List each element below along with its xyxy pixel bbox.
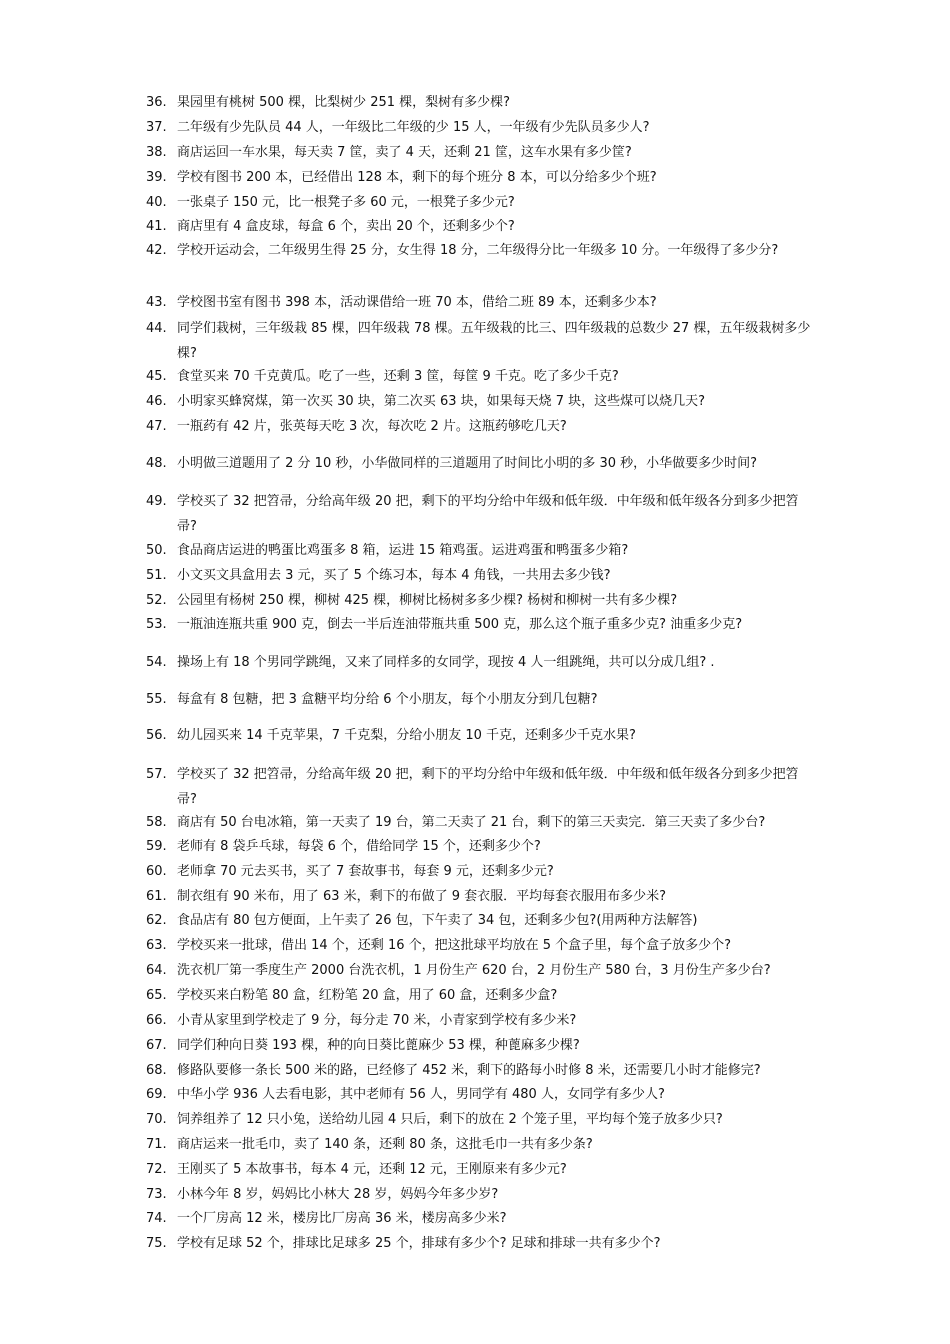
question-number: 60. bbox=[146, 864, 167, 879]
question-number: 46. bbox=[146, 394, 167, 409]
question-number: 69. bbox=[146, 1087, 167, 1102]
question-number: 45. bbox=[146, 369, 167, 384]
question-text: 学校图书室有图书 398 本，活动课借给一班 70 本，借给二班 89 本，还剩多少本? bbox=[177, 295, 657, 310]
question-text: 食品商店运进的鸭蛋比鸡蛋多 8 箱，运进 15 箱鸡蛋。运进鸡蛋和鸭蛋多少箱? bbox=[177, 543, 629, 558]
question-number: 54. bbox=[146, 655, 167, 670]
question-item bbox=[146, 908, 816, 933]
question-item bbox=[146, 316, 816, 366]
question-item bbox=[146, 538, 816, 563]
question-number: 48. bbox=[146, 456, 167, 471]
question-text: 一瓶药有 42 片，张英每天吃 3 次，每次吃 2 片。这瓶药够吃几天? bbox=[177, 419, 567, 434]
question-text: 同学们种向日葵 193 棵，种的向日葵比蓖麻少 53 棵，种蓖麻多少棵? bbox=[177, 1038, 580, 1053]
question-number: 47. bbox=[146, 419, 167, 434]
question-item bbox=[146, 389, 816, 414]
question-number: 55. bbox=[146, 692, 167, 707]
question-number: 65. bbox=[146, 988, 167, 1003]
question-item bbox=[146, 140, 816, 165]
question-item bbox=[146, 1157, 816, 1182]
question-number: 42. bbox=[146, 243, 167, 258]
question-text: 每盒有 8 包糖，把 3 盒糖平均分给 6 个小朋友，每个小朋友分到几包糖? bbox=[177, 692, 598, 707]
question-text: 洗衣机厂第一季度生产 2000 台洗衣机，1 月份生产 620 台，2 月份生产 580 台，3 月份生产多少台? bbox=[177, 963, 771, 978]
question-text: 饲养组养了 12 只小兔，送给幼儿园 4 只后，剩下的放在 2 个笼子里，平均每个笼子放多少只? bbox=[177, 1112, 723, 1127]
question-item bbox=[146, 983, 816, 1008]
question-text: 小青从家里到学校走了 9 分，每分走 70 米，小青家到学校有多少米? bbox=[177, 1013, 577, 1028]
question-number: 39. bbox=[146, 170, 167, 185]
question-item bbox=[146, 414, 816, 439]
question-number: 75. bbox=[146, 1236, 167, 1251]
question-number: 64. bbox=[146, 963, 167, 978]
question-number: 62. bbox=[146, 913, 167, 928]
question-text: 二年级有少先队员 44 人，一年级比二年级的少 15 人，一年级有少先队员多少人? bbox=[177, 120, 650, 135]
question-item bbox=[146, 1107, 816, 1132]
question-text: 学校买来一批球，借出 14 个，还剩 16 个，把这批球平均放在 5 个盒子里，每个盒子放多少个? bbox=[177, 938, 732, 953]
question-item bbox=[146, 958, 816, 983]
question-item bbox=[146, 1058, 816, 1083]
question-text: 商店里有 4 盒皮球，每盒 6 个，卖出 20 个，还剩多少个? bbox=[177, 219, 515, 234]
question-item bbox=[146, 238, 816, 263]
question-text: 学校买了 32 把笤帚，分给高年级 20 把，剩下的平均分给中年级和低年级．中年级和低年级各分到多少把笤帚? bbox=[177, 767, 799, 807]
question-text: 学校买来白粉笔 80 盒，红粉笔 20 盒，用了 60 盒，还剩多少盒? bbox=[177, 988, 558, 1003]
question-number: 41. bbox=[146, 219, 167, 234]
question-item bbox=[146, 650, 816, 675]
question-item bbox=[146, 687, 816, 712]
question-number: 40. bbox=[146, 195, 167, 210]
question-number: 57. bbox=[146, 767, 167, 782]
question-item bbox=[146, 563, 816, 588]
question-number: 67. bbox=[146, 1038, 167, 1053]
question-text: 学校开运动会，二年级男生得 25 分，女生得 18 分，二年级得分比一年级多 10 分。一年级得了多少分? bbox=[177, 243, 779, 258]
question-text: 小明做三道题用了 2 分 10 秒，小华做同样的三道题用了时间比小明的多 30 秒，小华做要多少时间? bbox=[177, 456, 758, 471]
question-item bbox=[146, 1033, 816, 1058]
question-item bbox=[146, 451, 816, 476]
question-number: 36. bbox=[146, 95, 167, 110]
question-number: 52. bbox=[146, 593, 167, 608]
question-number: 68. bbox=[146, 1063, 167, 1078]
question-number: 59. bbox=[146, 839, 167, 854]
question-number: 70. bbox=[146, 1112, 167, 1127]
question-number: 72. bbox=[146, 1162, 167, 1177]
question-number: 51. bbox=[146, 568, 167, 583]
question-text: 操场上有 18 个男同学跳绳，又来了同样多的女同学，现按 4 人一组跳绳，共可以分成几组? . bbox=[177, 655, 715, 670]
question-item bbox=[146, 1182, 816, 1207]
question-text: 一个厂房高 12 米，楼房比厂房高 36 米，楼房高多少米? bbox=[177, 1211, 507, 1226]
question-text: 小明家买蜂窝煤，第一次买 30 块，第二次买 63 块，如果每天烧 7 块，这些煤可以烧几天? bbox=[177, 394, 706, 409]
question-item bbox=[146, 723, 816, 748]
question-number: 37. bbox=[146, 120, 167, 135]
question-number: 43. bbox=[146, 295, 167, 310]
question-item bbox=[146, 1082, 816, 1107]
question-text: 制衣组有 90 米布，用了 63 米，剩下的布做了 9 套衣服．平均每套衣服用布多少米? bbox=[177, 889, 667, 904]
question-text: 学校有图书 200 本，已经借出 128 本，剩下的每个班分 8 本，可以分给多少个班? bbox=[177, 170, 657, 185]
question-item bbox=[146, 859, 816, 884]
question-item bbox=[146, 884, 816, 909]
question-text: 商店有 50 台电冰箱，第一天卖了 19 台，第二天卖了 21 台，剩下的第三天卖完．第三天卖了多少台? bbox=[177, 815, 766, 830]
question-text: 一张桌子 150 元，比一根凳子多 60 元，一根凳子多少元? bbox=[177, 195, 515, 210]
question-item bbox=[146, 834, 816, 859]
question-item bbox=[146, 612, 816, 637]
question-item bbox=[146, 190, 816, 215]
question-number: 73. bbox=[146, 1187, 167, 1202]
question-number: 66. bbox=[146, 1013, 167, 1028]
question-text: 小林今年 8 岁，妈妈比小林大 28 岁，妈妈今年多少岁? bbox=[177, 1187, 499, 1202]
question-number: 38. bbox=[146, 145, 167, 160]
question-item bbox=[146, 489, 816, 539]
question-text: 一瓶油连瓶共重 900 克，倒去一半后连油带瓶共重 500 克，那么这个瓶子重多少克? 油重多少克? bbox=[177, 617, 743, 632]
question-number: 63. bbox=[146, 938, 167, 953]
question-text: 中华小学 936 人去看电影，其中老师有 56 人，男同学有 480 人，女同学有多少人? bbox=[177, 1087, 665, 1102]
question-number: 50. bbox=[146, 543, 167, 558]
question-item bbox=[146, 1231, 816, 1256]
question-item bbox=[146, 588, 816, 613]
question-text: 食堂买来 70 千克黄瓜。吃了一些，还剩 3 筐，每筐 9 千克。吃了多少千克? bbox=[177, 369, 619, 384]
question-item bbox=[146, 364, 816, 389]
question-number: 56. bbox=[146, 728, 167, 743]
question-text: 食品店有 80 包方便面，上午卖了 26 包，下午卖了 34 包，还剩多少包?(用两种方法解答) bbox=[177, 913, 698, 928]
question-text: 公园里有杨树 250 棵，柳树 425 棵，柳树比杨树多多少棵? 杨树和柳树一共有多少棵? bbox=[177, 593, 678, 608]
question-number: 61. bbox=[146, 889, 167, 904]
question-text: 小文买文具盒用去 3 元，买了 5 个练习本，每本 4 角钱，一共用去多少钱? bbox=[177, 568, 611, 583]
question-text: 果园里有桃树 500 棵，比梨树少 251 棵，梨树有多少棵? bbox=[177, 95, 511, 110]
question-item bbox=[146, 1132, 816, 1157]
question-text: 老师拿 70 元去买书，买了 7 套故事书，每套 9 元，还剩多少元? bbox=[177, 864, 554, 879]
question-text: 幼儿园买来 14 千克苹果，7 千克梨，分给小朋友 10 千克，还剩多少千克水果? bbox=[177, 728, 636, 743]
question-text: 同学们栽树，三年级栽 85 棵，四年级栽 78 棵。五年级栽的比三、四年级栽的总数少 27 棵，五年级栽树多少棵? bbox=[177, 321, 811, 361]
question-item bbox=[146, 1206, 816, 1231]
question-text: 老师有 8 袋乒乓球，每袋 6 个，借给同学 15 个，还剩多少个? bbox=[177, 839, 541, 854]
question-text: 王刚买了 5 本故事书，每本 4 元，还剩 12 元，王刚原来有多少元? bbox=[177, 1162, 567, 1177]
question-text: 修路队要修一条长 500 米的路，已经修了 452 米，剩下的路每小时修 8 米，还需要几小时才能修完? bbox=[177, 1063, 761, 1078]
question-item bbox=[146, 290, 816, 315]
question-text: 商店运来一批毛巾，卖了 140 条，还剩 80 条，这批毛巾一共有多少条? bbox=[177, 1137, 593, 1152]
question-item bbox=[146, 762, 816, 812]
question-number: 49. bbox=[146, 494, 167, 509]
question-text: 学校有足球 52 个，排球比足球多 25 个，排球有多少个? 足球和排球一共有多少个? bbox=[177, 1236, 661, 1251]
question-item bbox=[146, 214, 816, 239]
question-item bbox=[146, 115, 816, 140]
question-item bbox=[146, 165, 816, 190]
question-number: 74. bbox=[146, 1211, 167, 1226]
question-text: 学校买了 32 把笤帚，分给高年级 20 把，剩下的平均分给中年级和低年级．中年级和低年级各分到多少把笤帚? bbox=[177, 494, 799, 534]
question-number: 44. bbox=[146, 321, 167, 336]
question-number: 53. bbox=[146, 617, 167, 632]
question-item bbox=[146, 90, 816, 115]
question-item bbox=[146, 810, 816, 835]
question-text: 商店运回一车水果，每天卖 7 筐，卖了 4 天，还剩 21 筐，这车水果有多少筐? bbox=[177, 145, 632, 160]
question-item bbox=[146, 1008, 816, 1033]
question-item bbox=[146, 933, 816, 958]
question-number: 71. bbox=[146, 1137, 167, 1152]
question-number: 58. bbox=[146, 815, 167, 830]
